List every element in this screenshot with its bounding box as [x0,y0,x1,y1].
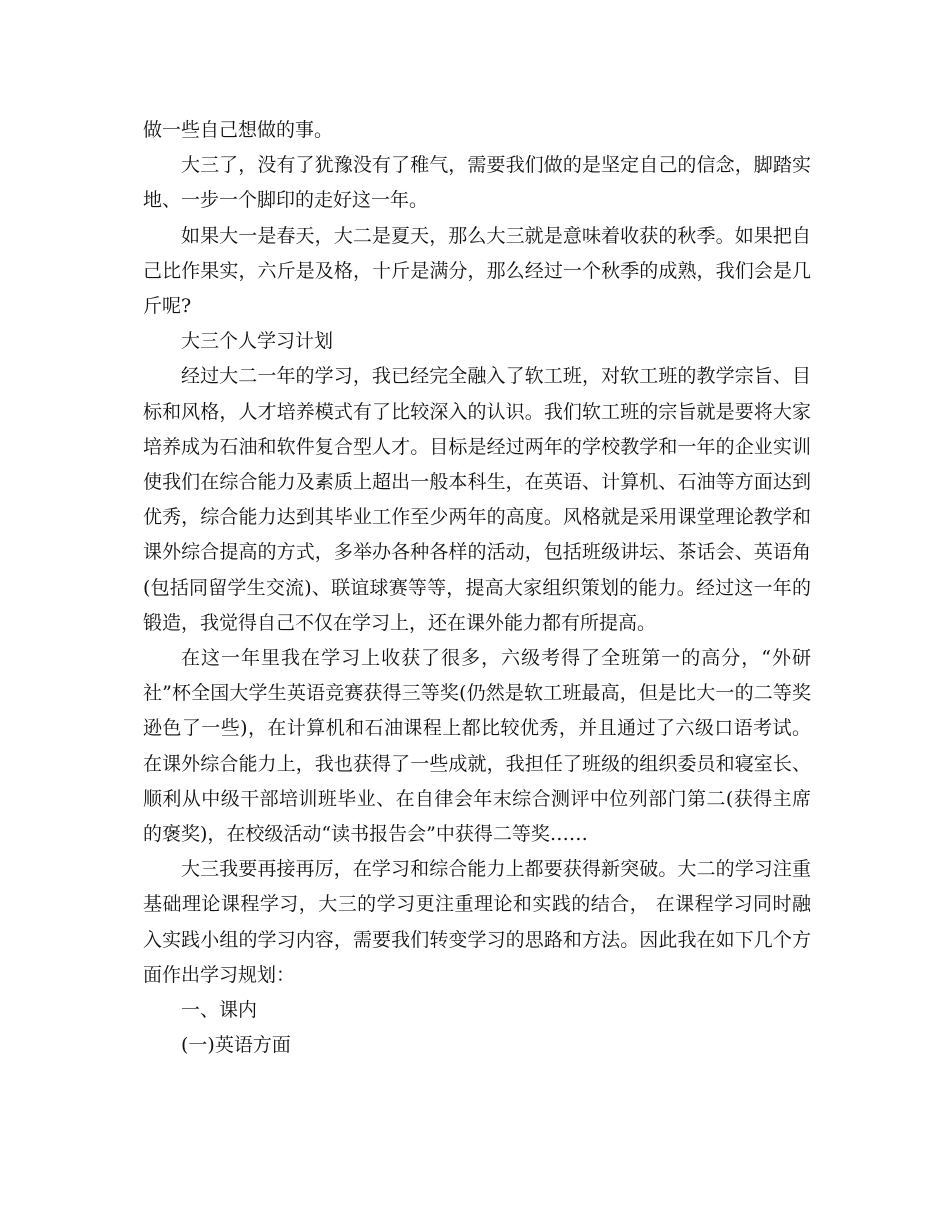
paragraph: 如果大一是春天，大二是夏天，那么大三就是意味着收获的秋季。如果把自己比作果实，六斤是及格，十斤是满分，那么经过一个秋季的成熟，我们会是几斤呢? [143,224,811,318]
document-body [143,113,811,1063]
paragraph-continuation: 做一些自己想做的事。 [143,119,334,141]
section-heading: 一、课内 [181,999,258,1022]
paragraph: 大三了，没有了犹豫没有了稚气，需要我们做的是坚定自己的信念，脚踏实地、一步一个脚印的走好这一年。 [143,154,811,212]
paragraph: 大三我要再接再厉，在学习和综合能力上都要获得新突破。大二的学习注重基础理论课程学习，大三的学习更注重理论和实践的结合， 在课程学习同时融入实践小组的学习内容，需要我们转变学习的思路和方法。因此我在如下几个方面作出学习规划： [143,858,811,986]
paragraph: 经过大二一年的学习，我已经完全融入了软工班，对软工班的教学宗旨、目标和风格，人才培养模式有了比较深入的认识。我们软工班的宗旨就是要将大家培养成为石油和软件复合型人才。目标是经过两年的学校教学和一年的企业实训使我们在综合能力及素质上超出一般本科生，在英语、计算机、石油等方面达到优秀，综合能力达到其毕业工作至少两年的高度。风格就是采用课堂理论教学和课外综合提高的方式，多举办各种各样的活动，包括班级讲坛、茶话会、英语角(包括同留学生交流)、联谊球赛等等，提高大家组织策划的能力。经过这一年的锻造，我觉得自己不仅在学习上，还在课外能力都有所提高。 [143,365,811,634]
paragraph: 在这一年里我在学习上收获了很多，六级考得了全班第一的高分，“外研社”杯全国大学生英语竞赛获得三等奖(仍然是软工班最高，但是比大一的二等奖逊色了一些)，在计算机和石油课程上都比较优秀，并且通过了六级口语考试。在课外综合能力上，我也获得了一些成就，我担任了班级的组织委员和寝室长、顺利从中级干部培训班毕业、在自律会年末综合测评中位列部门第二(获得主席的褒奖)，在校级活动“读书报告会”中获得二等奖…… [143,647,811,846]
section-heading: 大三个人学习计划 [181,330,334,353]
subsection-heading: (一)英语方面 [181,1034,291,1057]
